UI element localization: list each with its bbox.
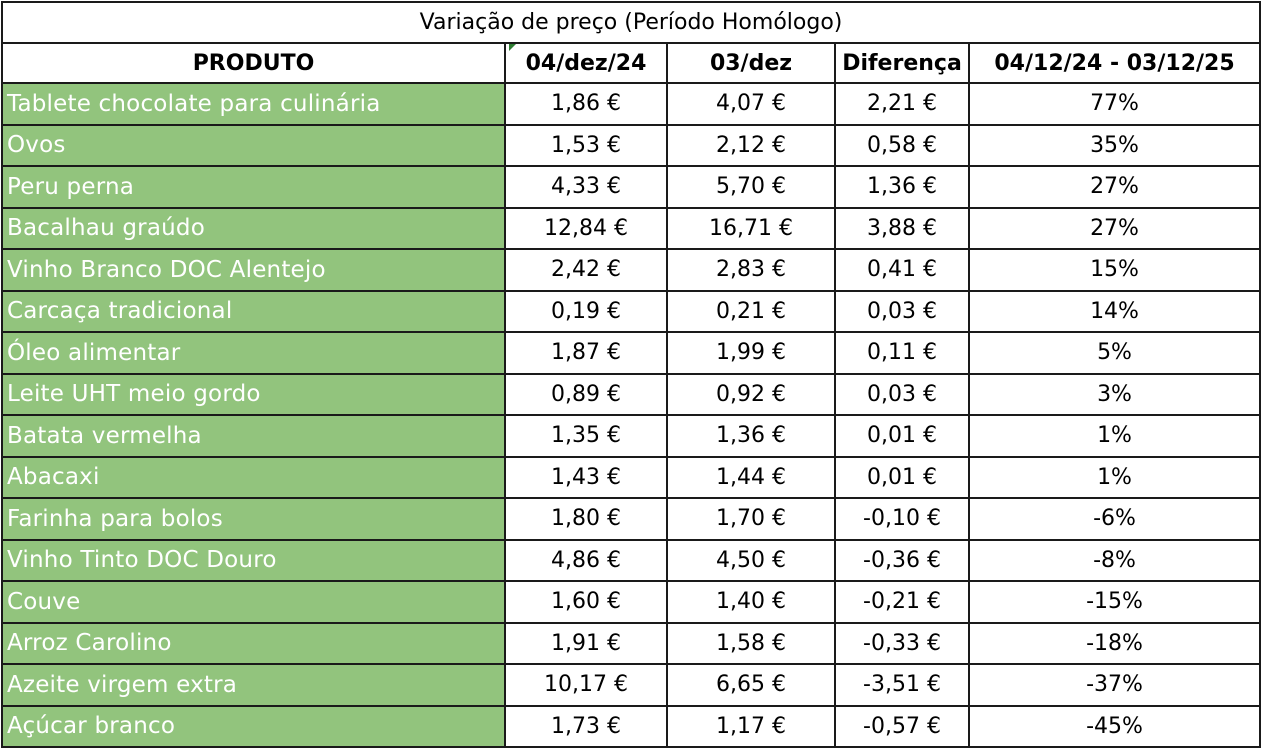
price-new-cell[interactable]: 1,40 € — [667, 581, 835, 623]
difference-cell[interactable]: 0,01 € — [835, 415, 969, 457]
comment-indicator — [509, 44, 516, 51]
price-old-cell[interactable]: 1,73 € — [505, 706, 667, 748]
percent-change-cell[interactable]: 14% — [969, 291, 1260, 333]
price-old-cell[interactable]: 1,60 € — [505, 581, 667, 623]
percent-change-cell[interactable]: -45% — [969, 706, 1260, 748]
price-new-cell[interactable]: 4,07 € — [667, 83, 835, 125]
product-name-cell[interactable]: Açúcar branco — [2, 706, 505, 748]
percent-change-cell[interactable]: -8% — [969, 540, 1260, 582]
product-name-cell[interactable]: Peru perna — [2, 166, 505, 208]
difference-cell[interactable]: 0,03 € — [835, 374, 969, 416]
price-old-cell[interactable]: 12,84 € — [505, 208, 667, 250]
product-name-cell[interactable]: Ovos — [2, 125, 505, 167]
table-row — [2, 706, 1260, 748]
header-period[interactable]: 04/12/24 - 03/12/25 — [969, 43, 1260, 83]
table-row — [2, 540, 1260, 582]
difference-cell[interactable]: 0,03 € — [835, 291, 969, 333]
table-row — [2, 208, 1260, 250]
table-row — [2, 249, 1260, 291]
percent-change-cell[interactable]: 27% — [969, 208, 1260, 250]
product-name-cell[interactable]: Bacalhau graúdo — [2, 208, 505, 250]
price-new-cell[interactable]: 1,44 € — [667, 457, 835, 499]
price-new-cell[interactable]: 16,71 € — [667, 208, 835, 250]
header-date-new[interactable]: 03/dez — [667, 43, 835, 83]
difference-cell[interactable]: 0,41 € — [835, 249, 969, 291]
price-old-cell[interactable]: 0,89 € — [505, 374, 667, 416]
product-name-cell[interactable]: Arroz Carolino — [2, 623, 505, 665]
price-new-cell[interactable]: 2,12 € — [667, 125, 835, 167]
header-date-old[interactable]: 04/dez/24 — [505, 43, 667, 83]
price-old-cell[interactable]: 1,53 € — [505, 125, 667, 167]
table-row — [2, 457, 1260, 499]
percent-change-cell[interactable]: -37% — [969, 664, 1260, 706]
price-new-cell[interactable]: 1,36 € — [667, 415, 835, 457]
difference-cell[interactable]: -0,36 € — [835, 540, 969, 582]
price-old-cell[interactable]: 2,42 € — [505, 249, 667, 291]
header-product[interactable]: PRODUTO — [2, 43, 505, 83]
difference-cell[interactable]: 0,58 € — [835, 125, 969, 167]
difference-cell[interactable]: 0,11 € — [835, 332, 969, 374]
product-name-cell[interactable]: Batata vermelha — [2, 415, 505, 457]
price-old-cell[interactable]: 4,86 € — [505, 540, 667, 582]
percent-change-cell[interactable]: -15% — [969, 581, 1260, 623]
product-name-cell[interactable]: Vinho Tinto DOC Douro — [2, 540, 505, 582]
table-row — [2, 83, 1260, 125]
product-name-cell[interactable]: Farinha para bolos — [2, 498, 505, 540]
table-row — [2, 291, 1260, 333]
header-row — [2, 43, 1260, 83]
table-row — [2, 664, 1260, 706]
percent-change-cell[interactable]: -6% — [969, 498, 1260, 540]
price-new-cell[interactable]: 1,70 € — [667, 498, 835, 540]
table-row — [2, 166, 1260, 208]
price-old-cell[interactable]: 1,87 € — [505, 332, 667, 374]
price-old-cell[interactable]: 0,19 € — [505, 291, 667, 333]
price-new-cell[interactable]: 1,99 € — [667, 332, 835, 374]
percent-change-cell[interactable]: 15% — [969, 249, 1260, 291]
difference-cell[interactable]: 3,88 € — [835, 208, 969, 250]
price-variation-table — [1, 1, 1261, 748]
table-title[interactable]: Variação de preço (Período Homólogo) — [2, 2, 1260, 43]
product-name-cell[interactable]: Couve — [2, 581, 505, 623]
product-name-cell[interactable]: Azeite virgem extra — [2, 664, 505, 706]
price-new-cell[interactable]: 6,65 € — [667, 664, 835, 706]
table-row — [2, 623, 1260, 665]
percent-change-cell[interactable]: 35% — [969, 125, 1260, 167]
price-new-cell[interactable]: 1,17 € — [667, 706, 835, 748]
difference-cell[interactable]: -3,51 € — [835, 664, 969, 706]
table-row — [2, 332, 1260, 374]
header-difference[interactable]: Diferença — [835, 43, 969, 83]
product-name-cell[interactable]: Abacaxi — [2, 457, 505, 499]
price-old-cell[interactable]: 1,86 € — [505, 83, 667, 125]
difference-cell[interactable]: 0,01 € — [835, 457, 969, 499]
product-name-cell[interactable]: Carcaça tradicional — [2, 291, 505, 333]
title-row — [2, 2, 1260, 43]
product-name-cell[interactable]: Óleo alimentar — [2, 332, 505, 374]
table-row — [2, 125, 1260, 167]
price-old-cell[interactable]: 1,91 € — [505, 623, 667, 665]
price-old-cell[interactable]: 1,43 € — [505, 457, 667, 499]
table-row — [2, 374, 1260, 416]
difference-cell[interactable]: -0,21 € — [835, 581, 969, 623]
price-new-cell[interactable]: 0,21 € — [667, 291, 835, 333]
percent-change-cell[interactable]: 5% — [969, 332, 1260, 374]
price-old-cell[interactable]: 1,80 € — [505, 498, 667, 540]
price-new-cell[interactable]: 0,92 € — [667, 374, 835, 416]
table-row — [2, 498, 1260, 540]
product-name-cell[interactable]: Vinho Branco DOC Alentejo — [2, 249, 505, 291]
table-row — [2, 415, 1260, 457]
price-old-cell[interactable]: 1,35 € — [505, 415, 667, 457]
table-row — [2, 581, 1260, 623]
difference-cell[interactable]: 2,21 € — [835, 83, 969, 125]
difference-cell[interactable]: -0,10 € — [835, 498, 969, 540]
product-name-cell[interactable]: Tablete chocolate para culinária — [2, 83, 505, 125]
percent-change-cell[interactable]: 3% — [969, 374, 1260, 416]
percent-change-cell[interactable]: 27% — [969, 166, 1260, 208]
price-old-cell[interactable]: 10,17 € — [505, 664, 667, 706]
spreadsheet — [1, 1, 1261, 747]
price-new-cell[interactable]: 5,70 € — [667, 166, 835, 208]
percent-change-cell[interactable]: -18% — [969, 623, 1260, 665]
price-old-cell[interactable]: 4,33 € — [505, 166, 667, 208]
price-new-cell[interactable]: 1,58 € — [667, 623, 835, 665]
difference-cell[interactable]: -0,57 € — [835, 706, 969, 748]
percent-change-cell[interactable]: 77% — [969, 83, 1260, 125]
difference-cell[interactable]: 1,36 € — [835, 166, 969, 208]
difference-cell[interactable]: -0,33 € — [835, 623, 969, 665]
percent-change-cell[interactable]: 1% — [969, 415, 1260, 457]
price-new-cell[interactable]: 4,50 € — [667, 540, 835, 582]
percent-change-cell[interactable]: 1% — [969, 457, 1260, 499]
price-new-cell[interactable]: 2,83 € — [667, 249, 835, 291]
product-name-cell[interactable]: Leite UHT meio gordo — [2, 374, 505, 416]
